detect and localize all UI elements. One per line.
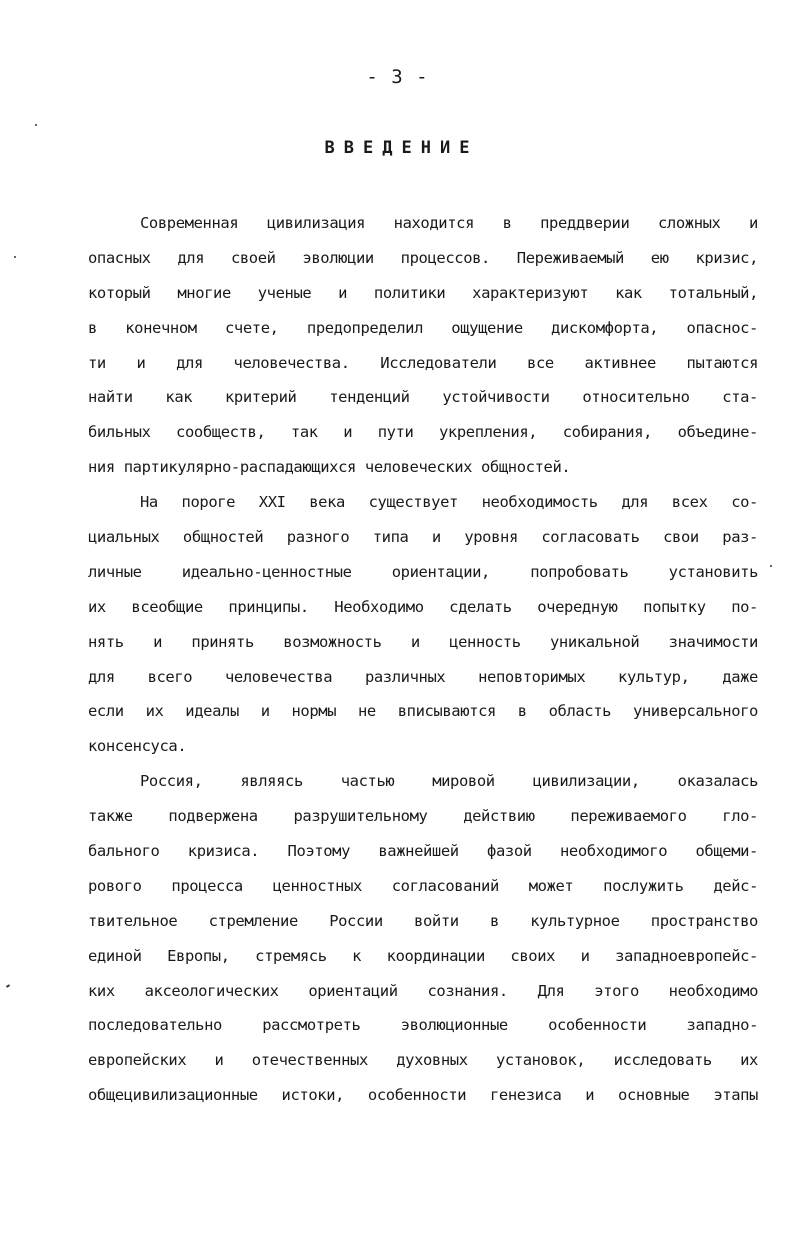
scan-speck <box>14 256 16 258</box>
text-line: бильных сообществ, так и пути укрепления, собирания, объедине- <box>88 423 758 442</box>
text-line: для всего человечества различных неповторимых культур, даже <box>88 667 758 686</box>
text-line: Современная цивилизация находится в преддверии сложных и <box>140 214 758 232</box>
text-line: найти как критерий тенденций устойчивости относительно ста- <box>88 388 758 407</box>
scan-speck <box>35 124 37 126</box>
text-line: который многие ученые и политики характеризуют как тотальный, <box>88 283 758 302</box>
text-line: ти и для человечества. Исследователи все активнее пытаются <box>88 353 758 372</box>
text-line: циальных общностей разного типа и уровня согласовать свои раз- <box>88 528 758 547</box>
text-line: в конечном счете, предопределил ощущение дискомфорта, опаснос- <box>88 318 758 337</box>
text-line: если их идеалы и нормы не вписываются в область универсального <box>88 702 758 721</box>
text-line: единой Европы, стремясь к координации своих и западноевропейс- <box>88 946 758 965</box>
text-line: общецивилизационные истоки, особенности генезиса и основные этапы <box>88 1086 758 1105</box>
text-line: бального кризиса. Поэтому важнейшей фазой необходимого общеми- <box>88 842 758 861</box>
text-line: их всеобщие принципы. Необходимо сделать очередную попытку по- <box>88 597 758 616</box>
text-line: консенсуса. <box>88 737 187 756</box>
text-line: также подвержена разрушительному действию переживаемого гло- <box>88 807 758 826</box>
text-line: На пороге XXI века существует необходимость для всех со- <box>140 493 758 512</box>
scan-speck <box>770 565 772 567</box>
text-line: твительное стремление России войти в культурное пространство <box>88 911 758 930</box>
text-line: ния партикулярно-распадающихся человеческих общностей. <box>88 458 571 477</box>
scan-speck <box>6 984 10 988</box>
text-line: европейских и отечественных духовных установок, исследовать их <box>88 1051 758 1070</box>
text-line: нять и принять возможность и ценность уникальной значимости <box>88 632 758 651</box>
text-line: личные идеально-ценностные ориентации, попробовать установить <box>88 562 758 581</box>
text-line: опасных для своей эволюции процессов. Переживаемый ею кризис, <box>88 248 758 267</box>
text-line: последовательно рассмотреть эволюционные особенности западно- <box>88 1016 758 1035</box>
text-line: Россия, являясь частью мировой цивилизации, оказалась <box>140 772 758 791</box>
page-number: - 3 - <box>366 66 429 88</box>
section-heading: ВВЕДЕНИЕ <box>324 138 479 158</box>
body-text <box>88 206 758 1113</box>
text-line: рового процесса ценностных согласований может послужить дейс- <box>88 876 758 895</box>
text-line: ких аксеологических ориентаций сознания. Для этого необходимо <box>88 981 758 1000</box>
